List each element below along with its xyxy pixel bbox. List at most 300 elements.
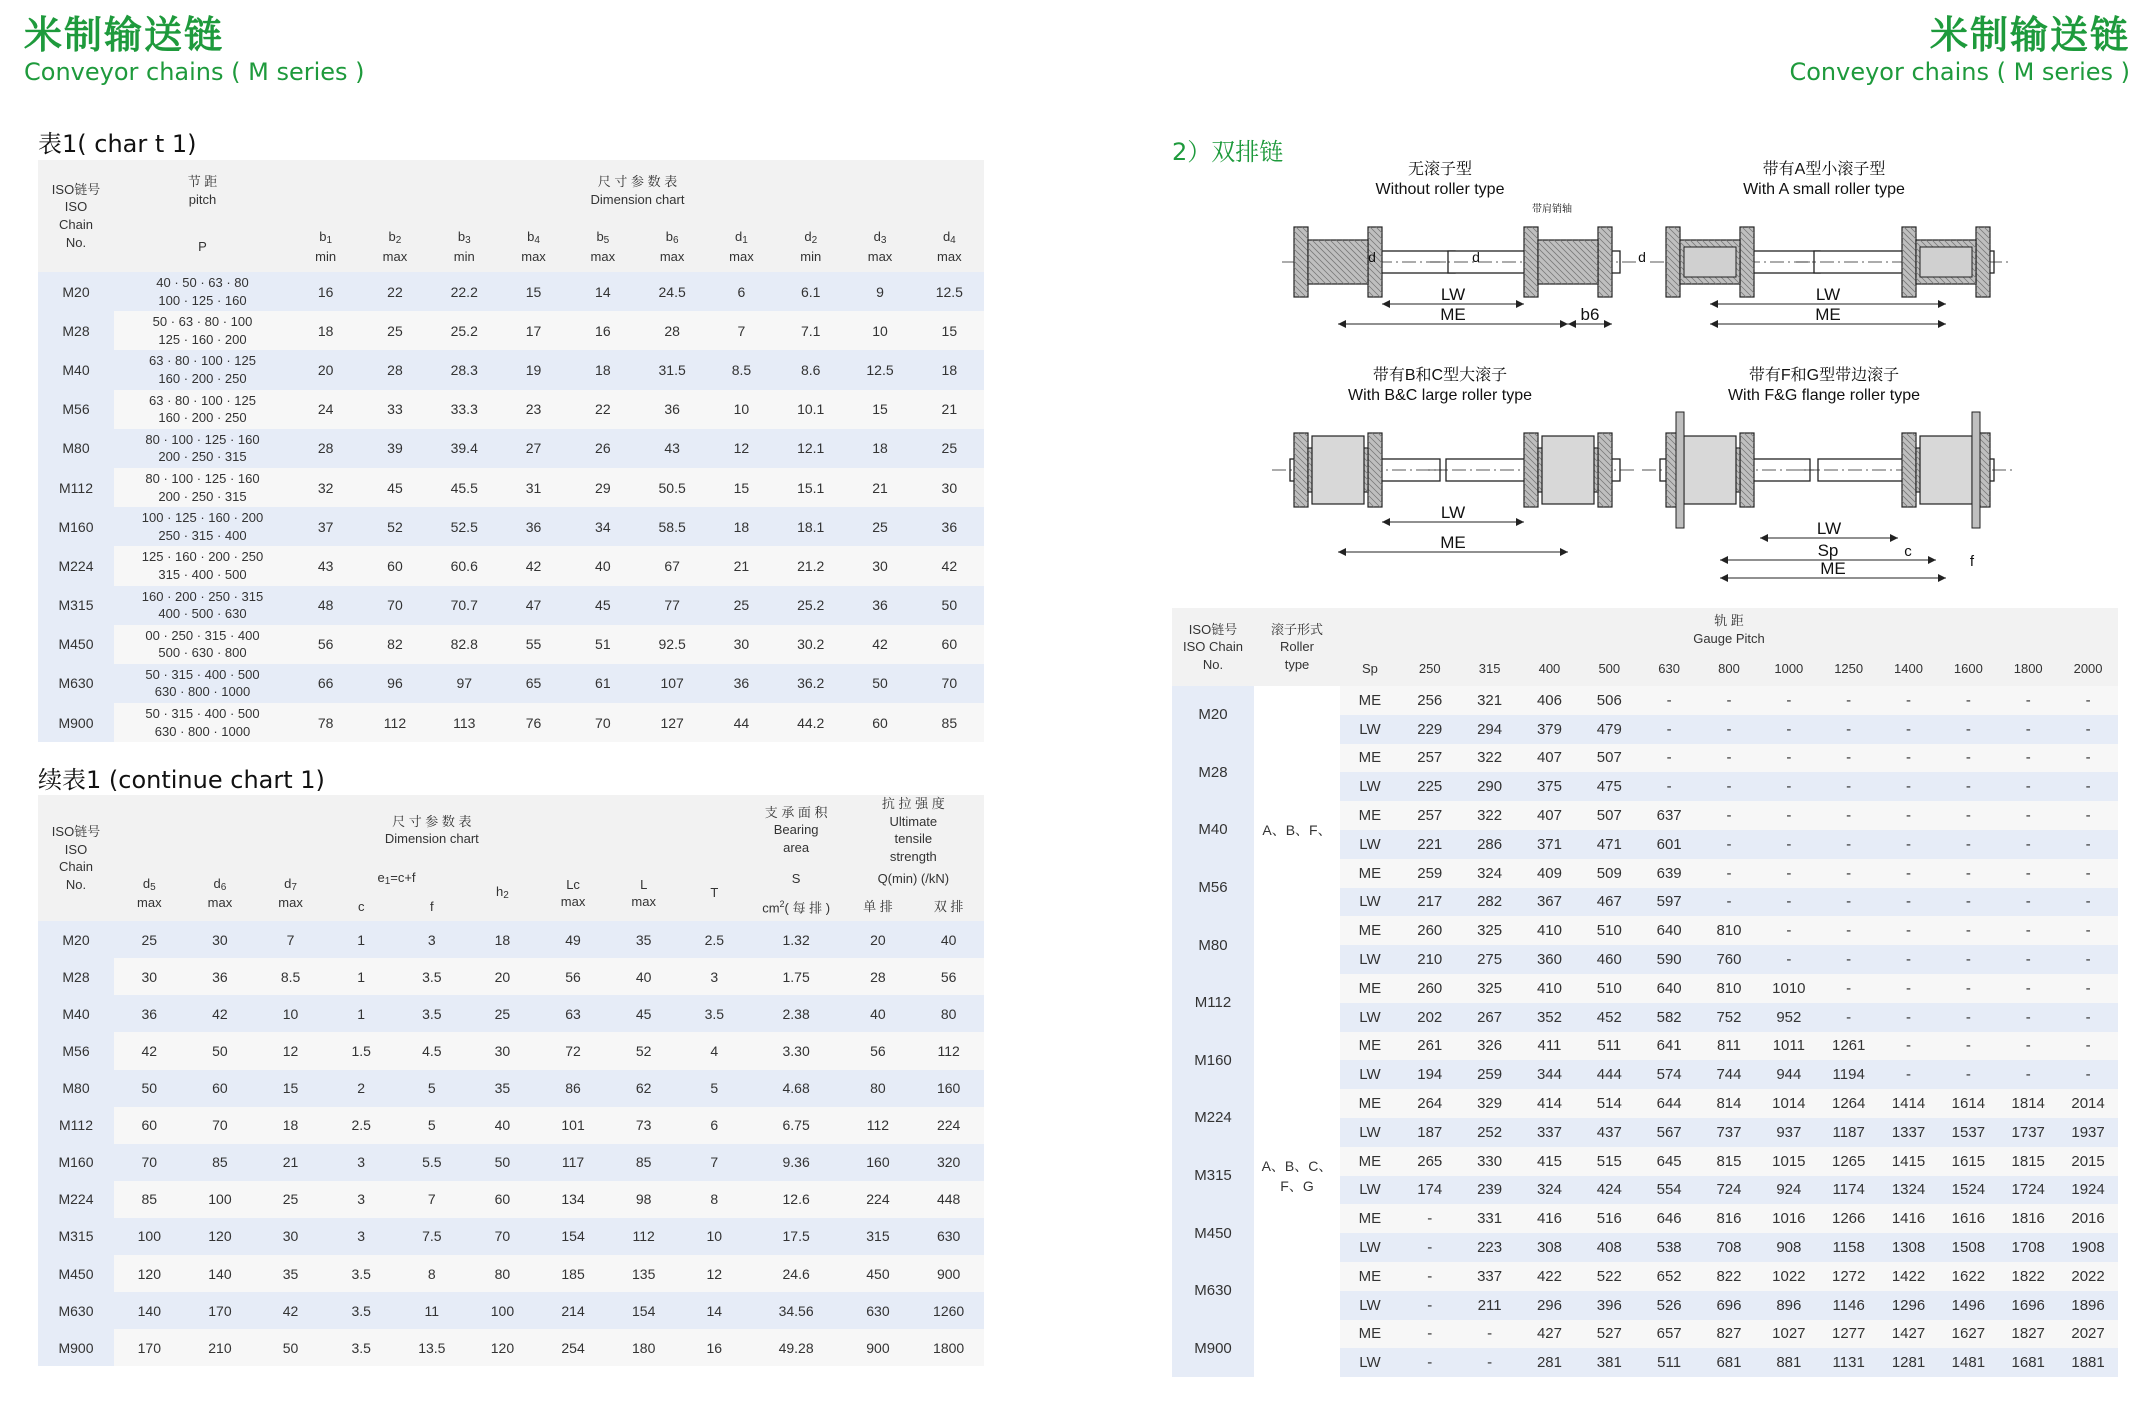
table-cell: 40	[568, 546, 637, 585]
roller	[1542, 436, 1594, 504]
table-cell: 408	[1579, 1233, 1639, 1262]
table-cell: 1481	[1938, 1348, 1998, 1377]
me-dim-label: ME	[1440, 533, 1466, 552]
table-cell: -	[1938, 974, 1998, 1003]
table-cell: 52	[360, 507, 429, 546]
dim-col-header	[538, 865, 609, 921]
table-cell: 329	[1460, 1089, 1520, 1118]
table-cell: 50	[845, 664, 914, 703]
table-cell: 52	[608, 1032, 679, 1069]
dim-col-header-sym: d	[284, 875, 292, 891]
table-cell: 644	[1639, 1089, 1699, 1118]
iso-chain-header-line: ISO	[64, 841, 88, 857]
table-cell: 22.2	[430, 272, 499, 311]
table-cell: 25	[707, 586, 776, 625]
table-cell: -	[1699, 801, 1759, 830]
me-label: ME	[1340, 801, 1400, 830]
dim-col-header	[255, 865, 326, 921]
chain-plate	[1308, 240, 1368, 284]
table-cell: 100	[114, 1218, 185, 1255]
me-label: ME	[1340, 859, 1400, 888]
chain-no: M315	[38, 1218, 114, 1255]
table-cell: 597	[1639, 888, 1699, 917]
table-cell: 1324	[1879, 1176, 1939, 1205]
table-row	[1172, 686, 2118, 715]
table-cell: 511	[1579, 1032, 1639, 1061]
table-cell: 39	[360, 429, 429, 468]
d-label: d	[1472, 249, 1480, 265]
table-cell: -	[1639, 772, 1699, 801]
table-cell: -	[1639, 744, 1699, 773]
table-row	[38, 625, 984, 664]
table-cell: 82.8	[430, 625, 499, 664]
me-label: ME	[1340, 974, 1400, 1003]
dim-col-header-sub: 1	[326, 235, 333, 247]
table-row	[38, 1255, 984, 1292]
table-cell: -	[1759, 744, 1819, 773]
table-cell: 20	[291, 350, 360, 389]
table-cell: 810	[1699, 974, 1759, 1003]
dim-col-header-sub: 6	[672, 235, 679, 247]
table-cell: 1.32	[750, 921, 843, 958]
table-cell: 352	[1520, 1003, 1580, 1032]
table-cell: 321	[1460, 686, 1520, 715]
table-cell: 1524	[1938, 1176, 1998, 1205]
chain-plate	[1538, 240, 1598, 284]
dimension-header-line: 尺 寸 参 数 表	[392, 813, 472, 829]
table-cell: 2016	[2058, 1204, 2118, 1233]
c-label: c	[1904, 543, 1912, 560]
table-cell: 15	[255, 1070, 326, 1107]
chain-no: M56	[38, 1032, 114, 1069]
gauge-col-header: 500	[1579, 652, 1639, 686]
chart1c-head-row2	[38, 865, 984, 893]
table-cell: 256	[1400, 686, 1460, 715]
table-cell: 65	[499, 664, 568, 703]
table-cell: 1924	[2058, 1176, 2118, 1205]
table-cell: 45	[360, 468, 429, 507]
table-cell: 6.75	[750, 1107, 843, 1144]
table-cell: 1187	[1819, 1118, 1879, 1147]
iso-chain-header-line: ISO	[64, 199, 88, 215]
table-cell: 210	[1400, 945, 1460, 974]
table-cell: 8.6	[776, 350, 845, 389]
table-cell: 422	[1520, 1262, 1580, 1291]
table-cell: 1010	[1759, 974, 1819, 1003]
table-cell: 1508	[1938, 1233, 1998, 1262]
chain-no: M80	[38, 1070, 114, 1107]
dim-col-header-sub: 5	[150, 881, 156, 893]
me-dim-label: ME	[1815, 305, 1841, 324]
table-cell: 3	[326, 1144, 397, 1181]
dim-col-header-sym: b	[388, 229, 396, 245]
table-cell: 1681	[1998, 1348, 2058, 1377]
table-cell: 265	[1400, 1147, 1460, 1176]
table-cell: 14	[568, 272, 637, 311]
table-cell: -	[1938, 888, 1998, 917]
table-cell: 52.5	[430, 507, 499, 546]
table-cell: -	[1938, 830, 1998, 859]
table-cell: 3	[326, 1181, 397, 1218]
table-cell: 18	[255, 1107, 326, 1144]
table-cell: -	[1819, 772, 1879, 801]
table-cell: -	[1819, 801, 1879, 830]
table-cell: -	[1699, 772, 1759, 801]
table-cell: 100	[185, 1181, 256, 1218]
table-cell: 1822	[1998, 1262, 2058, 1291]
table-cell: 308	[1520, 1233, 1580, 1262]
chain-no: M80	[38, 429, 114, 468]
table-cell: 2.38	[750, 995, 843, 1032]
roller-type-header-line: Roller	[1280, 639, 1314, 655]
table-cell: -	[2058, 830, 2118, 859]
chain-no: M56	[38, 390, 114, 429]
table-cell: 85	[114, 1181, 185, 1218]
table-cell: 7	[255, 921, 326, 958]
me-label: ME	[1340, 916, 1400, 945]
bearing-header-line: 支 承 面 积	[764, 804, 828, 820]
table-cell: 1014	[1759, 1089, 1819, 1118]
table-cell: 708	[1699, 1233, 1759, 1262]
table-cell: -	[1938, 1003, 1998, 1032]
table-cell: 45	[568, 586, 637, 625]
chart2-head-row1	[1172, 608, 2118, 652]
table-cell: 36	[637, 390, 706, 429]
table-cell: 630	[843, 1292, 914, 1329]
table-cell: 1724	[1998, 1176, 2058, 1205]
table-cell: 4.5	[397, 1032, 468, 1069]
iso-chain-header-line: No.	[65, 234, 87, 250]
table-cell: 3	[326, 1218, 397, 1255]
table-cell: 315	[843, 1218, 914, 1255]
table-cell: 526	[1639, 1291, 1699, 1320]
lw-dim-label: LW	[1816, 519, 1842, 538]
table-cell: 16	[679, 1329, 750, 1366]
table-cell: 415	[1520, 1147, 1580, 1176]
dim-col-header-sym: d	[942, 229, 951, 245]
chain-no: M160	[38, 1144, 114, 1181]
table-cell: 70	[185, 1107, 256, 1144]
lw-label: LW	[1340, 772, 1400, 801]
table-cell: -	[1998, 772, 2058, 801]
chain-no: M112	[38, 1107, 114, 1144]
table-cell: 1427	[1879, 1320, 1939, 1349]
roller-type-header-line: type	[1284, 656, 1310, 672]
table-cell: 2.5	[326, 1107, 397, 1144]
dimension-header-line: Dimension chart	[590, 192, 685, 207]
table-cell: 1614	[1938, 1089, 1998, 1118]
table-cell: 516	[1579, 1204, 1639, 1233]
gauge-col-header: 2000	[2058, 652, 2118, 686]
table-row	[38, 1032, 984, 1069]
table-cell: 325	[1460, 974, 1520, 1003]
lw-label: LW	[1340, 888, 1400, 917]
table-cell: 154	[608, 1292, 679, 1329]
table-cell: 134	[538, 1181, 609, 1218]
table-cell: 3.5	[397, 995, 468, 1032]
table-row	[38, 921, 984, 958]
table-cell: 42	[255, 1292, 326, 1329]
table-cell: 25.2	[430, 311, 499, 350]
table-cell: -	[1998, 974, 2058, 1003]
dim-col-header-sym: c	[357, 899, 365, 915]
table-cell: 30	[185, 921, 256, 958]
table-cell: -	[2058, 744, 2118, 773]
table-cell: 816	[1699, 1204, 1759, 1233]
table-cell: 1622	[1938, 1262, 1998, 1291]
table-cell: 36	[185, 958, 256, 995]
table-cell: 60.6	[430, 546, 499, 585]
table-cell: 70	[568, 703, 637, 742]
table-cell: 45	[608, 995, 679, 1032]
table-cell: 42	[845, 625, 914, 664]
table-cell: 187	[1400, 1118, 1460, 1147]
table-cell: -	[1998, 1032, 2058, 1061]
iso-chain-header-line: No.	[65, 876, 87, 892]
table-cell: 62	[608, 1070, 679, 1107]
table-cell: 296	[1520, 1291, 1580, 1320]
table-cell: 410	[1520, 916, 1580, 945]
dim-col-header-qual: max	[867, 248, 893, 264]
me-dim-label: ME	[1440, 305, 1466, 324]
table-cell: 19	[499, 350, 568, 389]
lw-label: LW	[1340, 1060, 1400, 1089]
table-cell: 21	[915, 390, 984, 429]
table-cell: 416	[1520, 1204, 1580, 1233]
table-cell: 427	[1520, 1320, 1580, 1349]
table-cell: 409	[1520, 859, 1580, 888]
table-cell: 344	[1520, 1060, 1580, 1089]
table-cell: 8	[397, 1255, 468, 1292]
chart1c-table	[38, 795, 984, 1366]
table-cell: 331	[1460, 1204, 1520, 1233]
table-cell: 1281	[1879, 1348, 1939, 1377]
table-cell: -	[1938, 1032, 1998, 1061]
table-cell: -	[1998, 916, 2058, 945]
d-label: d	[1368, 249, 1376, 265]
table-cell: -	[2058, 801, 2118, 830]
table-cell: -	[1879, 888, 1939, 917]
table-cell: 1	[326, 958, 397, 995]
me-label: ME	[1340, 1147, 1400, 1176]
table-cell: 5	[679, 1070, 750, 1107]
table-cell: -	[1819, 916, 1879, 945]
table-cell: 63	[538, 995, 609, 1032]
table-cell: 43	[637, 429, 706, 468]
table-cell: 1816	[1998, 1204, 2058, 1233]
table-cell: 574	[1639, 1060, 1699, 1089]
table-cell: -	[2058, 859, 2118, 888]
chain-no: M40	[38, 350, 114, 389]
table-cell: 640	[1639, 974, 1699, 1003]
table-cell: 78	[291, 703, 360, 742]
roller	[1312, 436, 1364, 504]
pitch-values: 80 · 100 · 125 · 160 200 · 250 · 315	[114, 429, 291, 468]
table-cell: 514	[1579, 1089, 1639, 1118]
table-cell: 411	[1520, 1032, 1580, 1061]
table-cell: 60	[185, 1070, 256, 1107]
table-cell: 448	[913, 1181, 984, 1218]
chain-no: M450	[1172, 1204, 1254, 1262]
chain-no: M630	[38, 664, 114, 703]
table-cell: -	[1400, 1262, 1460, 1291]
table-cell: 14	[679, 1292, 750, 1329]
table-cell: 3.30	[750, 1032, 843, 1069]
table-cell: 1	[326, 921, 397, 958]
pitch-values: 80 · 100 · 125 · 160 200 · 250 · 315	[114, 468, 291, 507]
dim-col-header-sub: 2	[811, 235, 818, 247]
table-cell: -	[1460, 1348, 1520, 1377]
table-cell: 1337	[1879, 1118, 1939, 1147]
table-cell: -	[1879, 1060, 1939, 1089]
chain-no: M28	[38, 958, 114, 995]
table-cell: 36	[114, 995, 185, 1032]
table-cell: 324	[1520, 1176, 1580, 1205]
table-cell: 18	[915, 350, 984, 389]
table-cell: 822	[1699, 1262, 1759, 1291]
table-cell: 952	[1759, 1003, 1819, 1032]
table-cell: 70	[467, 1218, 538, 1255]
table-cell: 2015	[2058, 1147, 2118, 1176]
table-cell: 450	[843, 1255, 914, 1292]
table-cell: 12.5	[845, 350, 914, 389]
table-cell: 18	[568, 350, 637, 389]
table-cell: 2.5	[679, 921, 750, 958]
table-cell: 760	[1699, 945, 1759, 974]
table-cell: -	[1998, 945, 2058, 974]
table-cell: 900	[913, 1255, 984, 1292]
table-cell: 18	[467, 921, 538, 958]
table-cell: 15	[499, 272, 568, 311]
iso-chain-header	[38, 795, 114, 921]
table-cell: 641	[1639, 1032, 1699, 1061]
table-cell: 25	[845, 507, 914, 546]
table-cell: 257	[1400, 801, 1460, 830]
dim-col-header-qual: max	[937, 248, 962, 264]
table-cell: 39.4	[430, 429, 499, 468]
table-cell: 82	[360, 625, 429, 664]
table-cell: 112	[608, 1218, 679, 1255]
table-cell: 60	[915, 625, 984, 664]
table-cell: 509	[1579, 859, 1639, 888]
table-cell: 410	[1520, 974, 1580, 1003]
dim-col-header	[326, 893, 397, 921]
table-cell: 752	[1699, 1003, 1759, 1032]
lw-label: LW	[1340, 945, 1400, 974]
table-cell: -	[1938, 859, 1998, 888]
roller	[1684, 247, 1736, 277]
table-cell: 744	[1699, 1060, 1759, 1089]
table-cell: 3.5	[326, 1329, 397, 1366]
table-cell: 3	[679, 958, 750, 995]
pitch-values: 100 · 125 · 160 · 200 250 · 315 · 400	[114, 507, 291, 546]
table-cell: -	[1938, 744, 1998, 773]
table-cell: -	[1879, 744, 1939, 773]
table-cell: 330	[1460, 1147, 1520, 1176]
chain-no: M450	[38, 625, 114, 664]
table-cell: 1416	[1879, 1204, 1939, 1233]
table-cell: 286	[1460, 830, 1520, 859]
table-cell: 381	[1579, 1348, 1639, 1377]
table-cell: 16	[291, 272, 360, 311]
table-cell: 25	[467, 995, 538, 1032]
table-row	[38, 1218, 984, 1255]
table-cell: 18	[845, 429, 914, 468]
table-cell: 12.1	[776, 429, 845, 468]
table-cell: 260	[1400, 916, 1460, 945]
roller	[1684, 436, 1736, 504]
dim-col-header-qual: min	[315, 248, 337, 264]
table-cell: 221	[1400, 830, 1460, 859]
table-cell: 16	[568, 311, 637, 350]
gauge-pitch-header-line: 轨 距	[1714, 613, 1744, 629]
table-cell: 479	[1579, 715, 1639, 744]
table-cell: 475	[1579, 772, 1639, 801]
table-cell: 261	[1400, 1032, 1460, 1061]
table-cell: 1708	[1998, 1233, 2058, 1262]
table-cell: 36	[845, 586, 914, 625]
chain-no: M900	[1172, 1320, 1254, 1378]
table-cell: 174	[1400, 1176, 1460, 1205]
dim-col-header	[114, 865, 185, 921]
table-cell: 21	[845, 468, 914, 507]
table-cell: 2	[326, 1070, 397, 1107]
chain-no: M900	[38, 703, 114, 742]
table-cell: -	[1938, 686, 1998, 715]
chain-no: M160	[1172, 1032, 1254, 1090]
table-cell: -	[1400, 1348, 1460, 1377]
dim-col-header-sub: 5	[603, 235, 610, 247]
table-cell: -	[2058, 772, 2118, 801]
table-cell: 96	[360, 664, 429, 703]
dim-col-header-symbol	[255, 875, 326, 895]
table-cell: 50	[185, 1032, 256, 1069]
table-cell: 944	[1759, 1060, 1819, 1089]
roller	[1920, 247, 1972, 277]
gauge-col-header: 1000	[1759, 652, 1819, 686]
page-title-right: 米制输送链	[1929, 13, 2130, 57]
table-cell: 1815	[1998, 1147, 2058, 1176]
diagram-caption-en: With B&C large roller type	[1347, 387, 1533, 404]
chain-no: M315	[38, 586, 114, 625]
table-cell: 23	[499, 390, 568, 429]
table-cell: 637	[1639, 801, 1699, 830]
table-cell: 10	[845, 311, 914, 350]
table-cell: 1277	[1819, 1320, 1879, 1349]
table-cell: 325	[1460, 916, 1520, 945]
iso-chain-header-line: ISO链号	[1188, 621, 1238, 637]
dim-col-header-qual: max	[382, 248, 408, 264]
table-cell: 924	[1759, 1176, 1819, 1205]
table-cell: 1174	[1819, 1176, 1879, 1205]
table-cell: 180	[608, 1329, 679, 1366]
table-cell: 10.1	[776, 390, 845, 429]
table-cell: -	[1879, 772, 1939, 801]
chain-no: M80	[1172, 916, 1254, 974]
chain-no: M20	[1172, 686, 1254, 744]
double-row-header: 双 排	[913, 893, 984, 921]
table-cell: 1800	[913, 1329, 984, 1366]
iso-chain-header-line: Chain	[59, 859, 93, 875]
table-cell: 50	[255, 1329, 326, 1366]
pitch-values: 40 · 50 · 63 · 80 100 · 125 · 160	[114, 272, 291, 311]
table-cell: 185	[538, 1255, 609, 1292]
table-cell: 70	[915, 664, 984, 703]
table-cell: 36	[499, 507, 568, 546]
table-cell: -	[1879, 801, 1939, 830]
table-cell: 371	[1520, 830, 1580, 859]
table-cell: -	[1879, 1003, 1939, 1032]
